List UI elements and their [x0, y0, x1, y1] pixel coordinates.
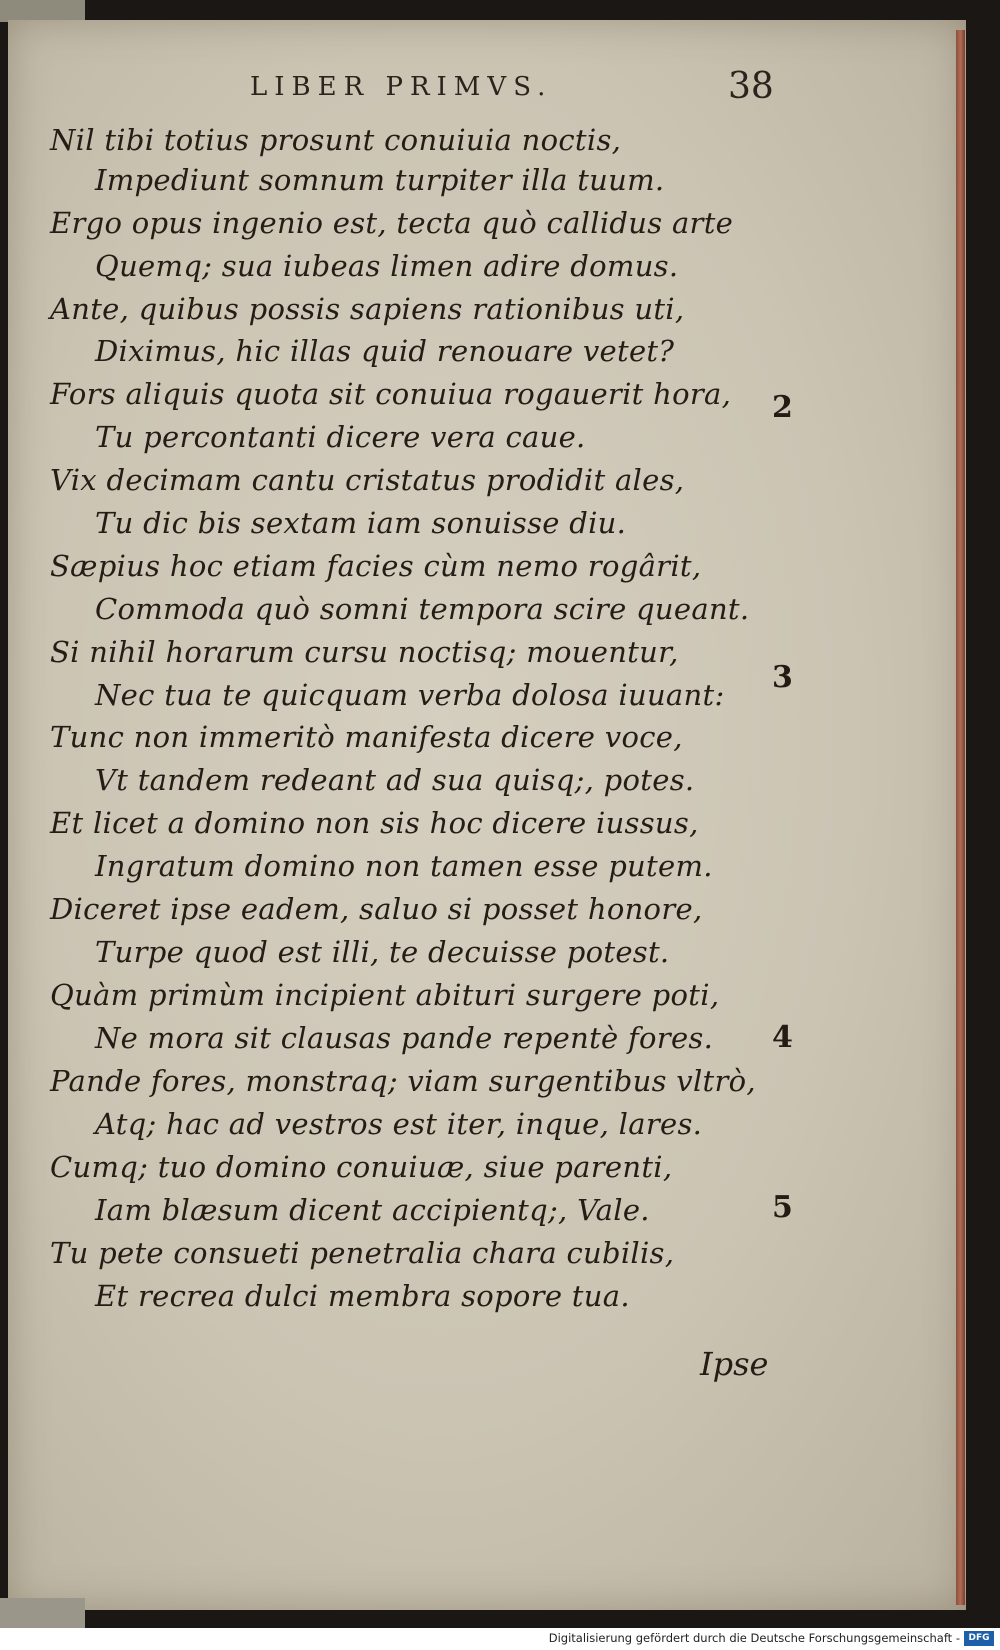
verse-line: Diximus, hic illas quid renouare vetet?	[95, 334, 675, 368]
verse-line: Tu percontanti dicere vera caue.	[95, 420, 586, 454]
spine-top	[0, 0, 85, 22]
verse-line: Diceret ipse eadem, saluo si posset honore,	[50, 892, 703, 926]
running-head: LIBER PRIMVS.	[250, 72, 553, 102]
verse-line: Ingratum domino non tamen esse putem.	[95, 849, 713, 883]
verse-line: Iam blæsum dicent accipientq;, Vale.	[95, 1193, 650, 1227]
page-number: 38	[728, 66, 774, 107]
verse-line: Sæpius hoc etiam facies cùm nemo rogârit,	[50, 549, 702, 583]
verse-line: Tunc non immeritò manifesta dicere voce,	[50, 720, 683, 754]
footer-bar	[0, 1628, 1000, 1650]
verse-line: Cumq; tuo domino conuiuæ, siue parenti,	[50, 1150, 673, 1184]
dfg-logo-icon: DFG	[964, 1631, 994, 1646]
verse-line: Atq; hac ad vestros est iter, inque, lares.	[95, 1107, 703, 1141]
verse-line: Et licet a domino non sis hoc dicere iussus,	[50, 806, 699, 840]
verse-line: Quemq; sua iubeas limen adire domus.	[95, 249, 679, 283]
verse-line: Vt tandem redeant ad sua quisq;, potes.	[95, 763, 695, 797]
catchword: Ipse	[700, 1345, 769, 1383]
margin-number: 4	[772, 1020, 793, 1055]
page-edge	[956, 30, 965, 1605]
verse-line: Nec tua te quicquam verba dolosa iuuant:	[95, 678, 725, 712]
verse-line: Ergo opus ingenio est, tecta quò callidus arte	[50, 206, 734, 240]
verse-line: Turpe quod est illi, te decuisse potest.	[95, 935, 670, 969]
spine-bottom	[0, 1598, 85, 1628]
margin-number: 2	[772, 390, 793, 425]
verse-line: Pande fores, monstraq; viam surgentibus vltrò,	[50, 1064, 756, 1098]
margin-number: 5	[772, 1190, 793, 1225]
verse-line: Vix decimam cantu cristatus prodidit ales,	[50, 463, 685, 497]
verse-line: Commoda quò somni tempora scire queant.	[95, 592, 750, 626]
verse-line: Tu dic bis sextam iam sonuisse diu.	[95, 506, 627, 540]
verse-line: Fors aliquis quota sit conuiua rogauerit hora,	[50, 377, 732, 411]
verse-line: Si nihil horarum cursu noctisq; mouentur,	[50, 635, 679, 669]
margin-number: 3	[772, 660, 793, 695]
funding-notice: Digitalisierung gefördert durch die Deutsche Forschungsgemeinschaft -	[548, 1631, 960, 1645]
verse-line: Ante, quibus possis sapiens rationibus uti,	[50, 292, 685, 326]
verse-line: Impediunt somnum turpiter illa tuum.	[95, 163, 665, 197]
verse-line: Quàm primùm incipient abituri surgere poti,	[50, 978, 720, 1012]
verse-line: Tu pete consueti penetralia chara cubilis,	[50, 1236, 675, 1270]
verse-line: Ne mora sit clausas pande repentè fores.	[95, 1021, 714, 1055]
verse-line: Nil tibi totius prosunt conuiuia noctis,	[50, 123, 622, 157]
verse-line: Et recrea dulci membra sopore tua.	[95, 1279, 630, 1313]
